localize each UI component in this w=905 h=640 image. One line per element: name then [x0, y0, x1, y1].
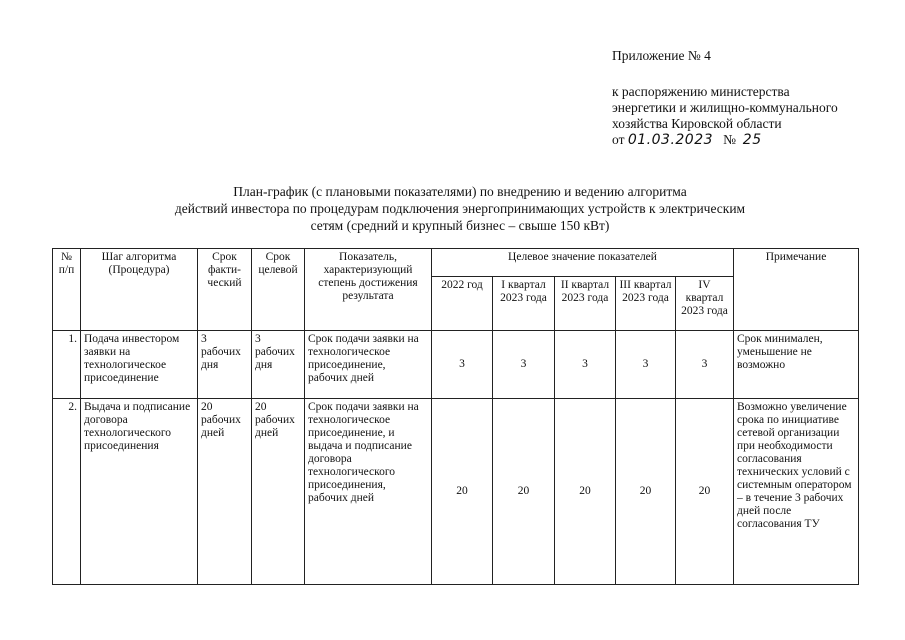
header-num: № п/п	[53, 249, 81, 331]
appendix-line-3: хозяйства Кировской области	[612, 116, 782, 131]
handwritten-date: 01.03.2023	[627, 132, 714, 148]
row-value-q4: 20	[676, 399, 734, 585]
row-value-q4: 3	[676, 331, 734, 399]
header-row-1	[53, 249, 859, 277]
row-actual: 20 рабочих дней	[198, 399, 252, 585]
header-period-q1: I квартал 2023 года	[493, 277, 555, 331]
row-target: 3 рабочих дня	[252, 331, 305, 399]
row-value-q3: 3	[616, 331, 676, 399]
row-value-q1: 20	[493, 399, 555, 585]
header-actual: Срок факти-ческий	[198, 249, 252, 331]
header-note: Примечание	[734, 249, 859, 331]
row-value-q2: 20	[555, 399, 616, 585]
header-indicator: Показатель, характеризующий степень достижения результата	[305, 249, 432, 331]
table-row	[53, 399, 859, 585]
row-indicator: Срок подачи заявки на технологическое присоединение, и выдача и подписание договора технологического присоединения, рабочих дней	[305, 399, 432, 585]
row-note: Срок минимален, уменьшение не возможно	[734, 331, 859, 399]
row-num: 1.	[53, 331, 81, 399]
row-step: Выдача и подписание договора технологического присоединения	[81, 399, 198, 585]
title-line-2: действий инвестора по процедурам подключения энергопринимающих устройств к электрическим	[174, 201, 746, 216]
header-period-q4: IV квартал 2023 года	[676, 277, 734, 331]
header-period-q3: III квартал 2023 года	[616, 277, 676, 331]
appendix-line-2: энергетики и жилищно-коммунального	[612, 100, 838, 115]
document-title	[110, 183, 810, 234]
appendix-date-line	[612, 132, 838, 148]
handwritten-number: 25	[742, 132, 762, 148]
header-target: Срок целевой	[252, 249, 305, 331]
row-note: Возможно увеличение срока по инициативе сетевой организации при необходимости согласования технических условий с системным оператором – в течение 3 рабочих дней после согласования ТУ	[734, 399, 859, 585]
row-value-2022: 20	[432, 399, 493, 585]
table-row	[53, 331, 859, 399]
row-value-2022: 3	[432, 331, 493, 399]
appendix-line-1: к распоряжению министерства	[612, 84, 790, 99]
header-step: Шаг алгоритма (Процедура)	[81, 249, 198, 331]
date-prefix: от	[612, 132, 625, 147]
header-target-value: Целевое значение показателей	[432, 249, 734, 277]
row-num: 2.	[53, 399, 81, 585]
title-line-3: сетям (средний и крупный бизнес – свыше 150 кВт)	[310, 218, 610, 233]
header-period-2022: 2022 год	[432, 277, 493, 331]
appendix-block	[612, 48, 838, 148]
row-indicator: Срок подачи заявки на технологическое присоединение, рабочих дней	[305, 331, 432, 399]
title-line-1: План-график (с плановыми показателями) по внедрению и ведению алгоритма	[233, 184, 687, 199]
row-value-q2: 3	[555, 331, 616, 399]
row-step: Подача инвестором заявки на технологическое присоединение	[81, 331, 198, 399]
plan-table	[52, 248, 859, 585]
row-value-q3: 20	[616, 399, 676, 585]
row-value-q1: 3	[493, 331, 555, 399]
number-prefix: №	[723, 132, 737, 147]
header-period-q2: II квартал 2023 года	[555, 277, 616, 331]
row-target: 20 рабочих дней	[252, 399, 305, 585]
row-actual: 3 рабочих дня	[198, 331, 252, 399]
appendix-number: Приложение № 4	[612, 48, 711, 63]
